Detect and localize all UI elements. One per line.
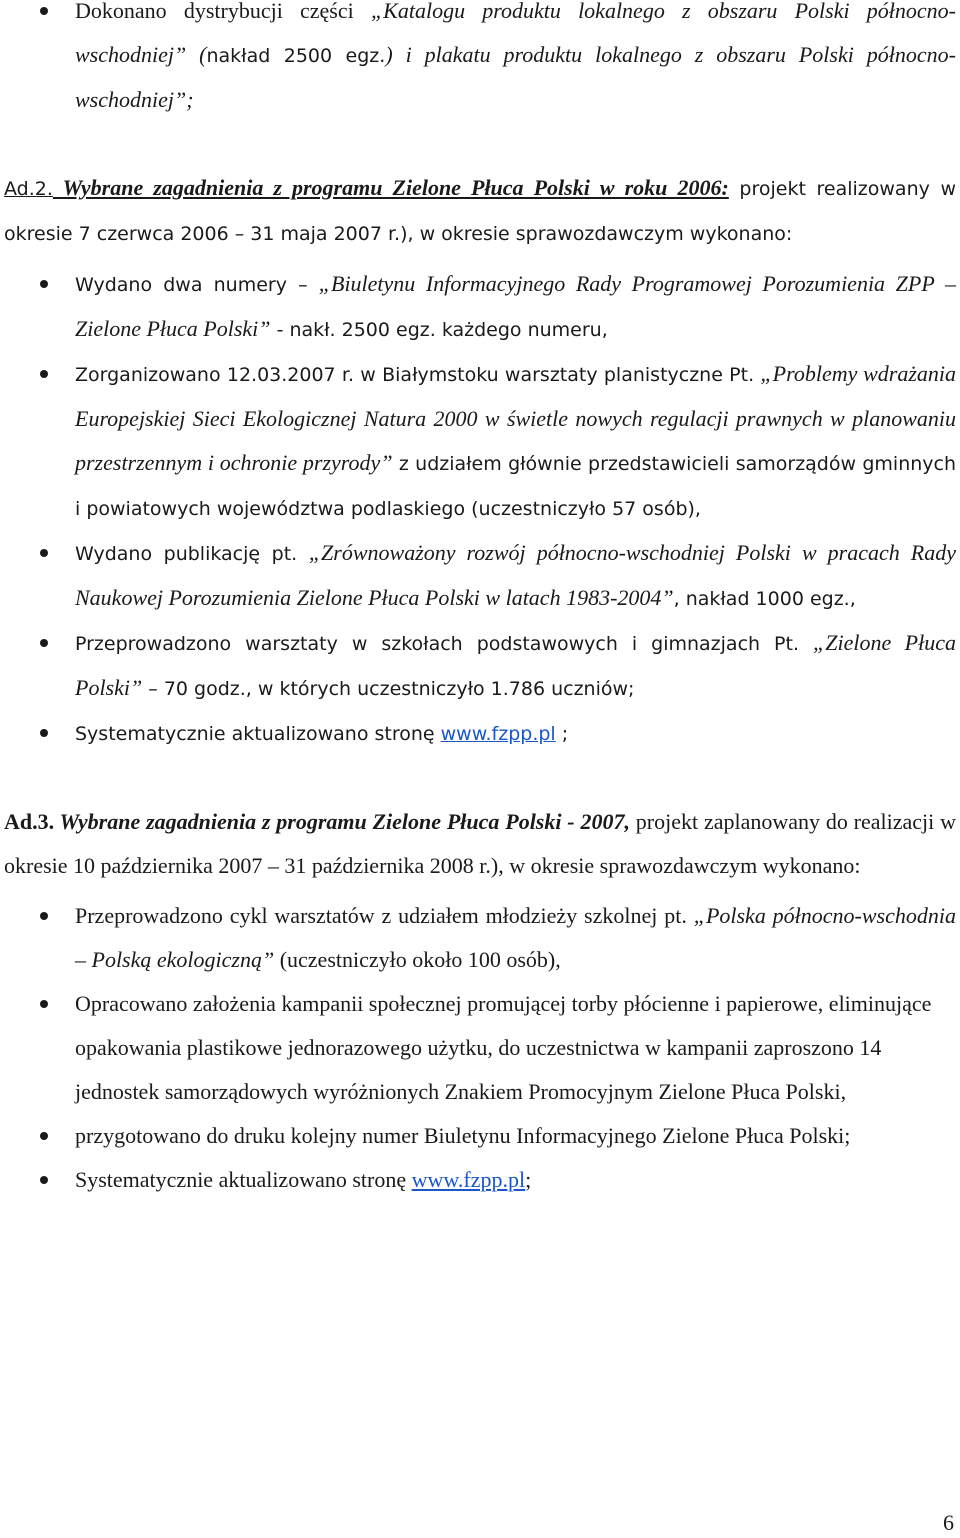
bullet-text: Opracowano założenia kampanii społecznej promującej torby płócienne i papierowe, eliminujące opakowania plastikowe jednorazowego użytku, do uczestnictwa w kampanii zaproszono 14 jednostek samorządowych wyróżnionych Znakiem Promocyjnym Zielone Płuca Polski,: [75, 991, 932, 1104]
spacer: [0, 756, 960, 800]
bullet-text: Systematycznie aktualizowano stronę: [75, 1167, 412, 1192]
bullet-text: Dokonano dystrybucji części: [75, 0, 371, 23]
list-item: [0, 711, 956, 756]
bulletin-title: „Biuletynu Informacyjnego Rady Programowej Porozumienia ZPP – Zielone Płuca Polski”: [75, 271, 956, 341]
bullet-text: ;: [555, 723, 569, 745]
bullet-text: Wydano publikację pt.: [75, 543, 309, 565]
edition-info: nakład 2500 egz.: [206, 45, 386, 67]
workshop-cycle-title: „Polska północno-wschodnia – Polską ekologiczną”: [75, 903, 956, 972]
ad3-text: projekt zaplanowany do realizacji w okresie 10 października 2007 – 31 października 2008 r.), w okresie sprawozdawczym wykonano:: [4, 809, 956, 878]
ad2-title: Wybrane zagadnienia z programu Zielone Płuca Polski w roku 2006:: [52, 175, 729, 200]
bullet-text: przygotowano do druku kolejny numer Biuletynu Informacyjnego Zielone Płuca Polski;: [75, 1123, 851, 1148]
ad2-label: Ad.2.: [4, 178, 53, 200]
school-workshop-title: „Zielone Płuca Polski”: [75, 630, 956, 700]
ad3-title: Wybrane zagadnienia z programu Zielone Płuca Polski - 2007,: [54, 809, 630, 834]
workshop-title: „Problemy wdrażania Europejskiej Sieci Ekologicznej Natura 2000 w świetle nowych regulacji prawnych w planowaniu przestrzennym i ochronie przyrody”: [75, 361, 956, 475]
spacer: [0, 122, 960, 166]
website-link[interactable]: www.fzpp.pl: [411, 1167, 526, 1192]
poster-info: ) i plakatu produktu lokalnego z obszaru Polski północno-wschodniej”;: [75, 42, 956, 112]
list-item: [0, 982, 956, 1114]
section1-list: [0, 0, 960, 122]
bullet-text: ;: [525, 1167, 532, 1192]
bullet-text: Wydano dwa numery –: [75, 274, 319, 296]
ad3-label: Ad.3.: [4, 809, 55, 834]
list-item: [0, 262, 956, 352]
bullet-text: Systematycznie aktualizowano stronę: [75, 723, 441, 745]
list-item: [0, 352, 956, 531]
list-item: [0, 894, 956, 982]
list-item: [0, 1158, 956, 1202]
bullet-text: , nakład 1000 egz.,: [673, 588, 856, 610]
publication-title: „Zrównoważony rozwój północno-wschodniej Polski w pracach Rady Naukowej Porozumienia Zielone Płuca Polski w latach 1983-2004”: [75, 540, 957, 610]
bullet-text: - nakł. 2500 egz. każdego numeru,: [270, 319, 608, 341]
bullet-text: Przeprowadzono cykl warsztatów z udziałem młodzieży szkolnej pt.: [75, 903, 694, 928]
list-item: [0, 0, 956, 122]
catalog-title: „Katalogu produktu lokalnego z obszaru Polski północno-wschodniej” (: [75, 0, 957, 67]
ad2-list: [0, 262, 960, 756]
ad3-paragraph: [4, 800, 956, 888]
ad2-text: projekt realizowany w okresie 7 czerwca 2006 – 31 maja 2007 r.), w okresie sprawozdawczym wykonano:: [4, 178, 956, 245]
list-item: [0, 621, 956, 711]
bullet-text: (uczestniczyło około 100 osób),: [274, 947, 561, 972]
list-item: [0, 531, 956, 621]
bullet-text: Przeprowadzono warsztaty w szkołach podstawowych i gimnazjach Pt.: [75, 633, 813, 655]
website-link[interactable]: www.fzpp.pl: [440, 723, 556, 745]
page-number: 6: [943, 1510, 954, 1535]
bullet-text: Zorganizowano 12.03.2007 r. w Białymstoku warsztaty planistyczne Pt.: [75, 364, 761, 386]
bullet-text: z udziałem głównie przedstawicieli samorządów gminnych i powiatowych województwa podlaskiego (uczestniczyło 57 osób),: [75, 453, 957, 520]
ad2-paragraph: [4, 166, 956, 256]
list-item: [0, 1114, 956, 1158]
ad3-list: [0, 894, 960, 1202]
bullet-text: – 70 godz., w których uczestniczyło 1.786 uczniów;: [142, 678, 635, 700]
